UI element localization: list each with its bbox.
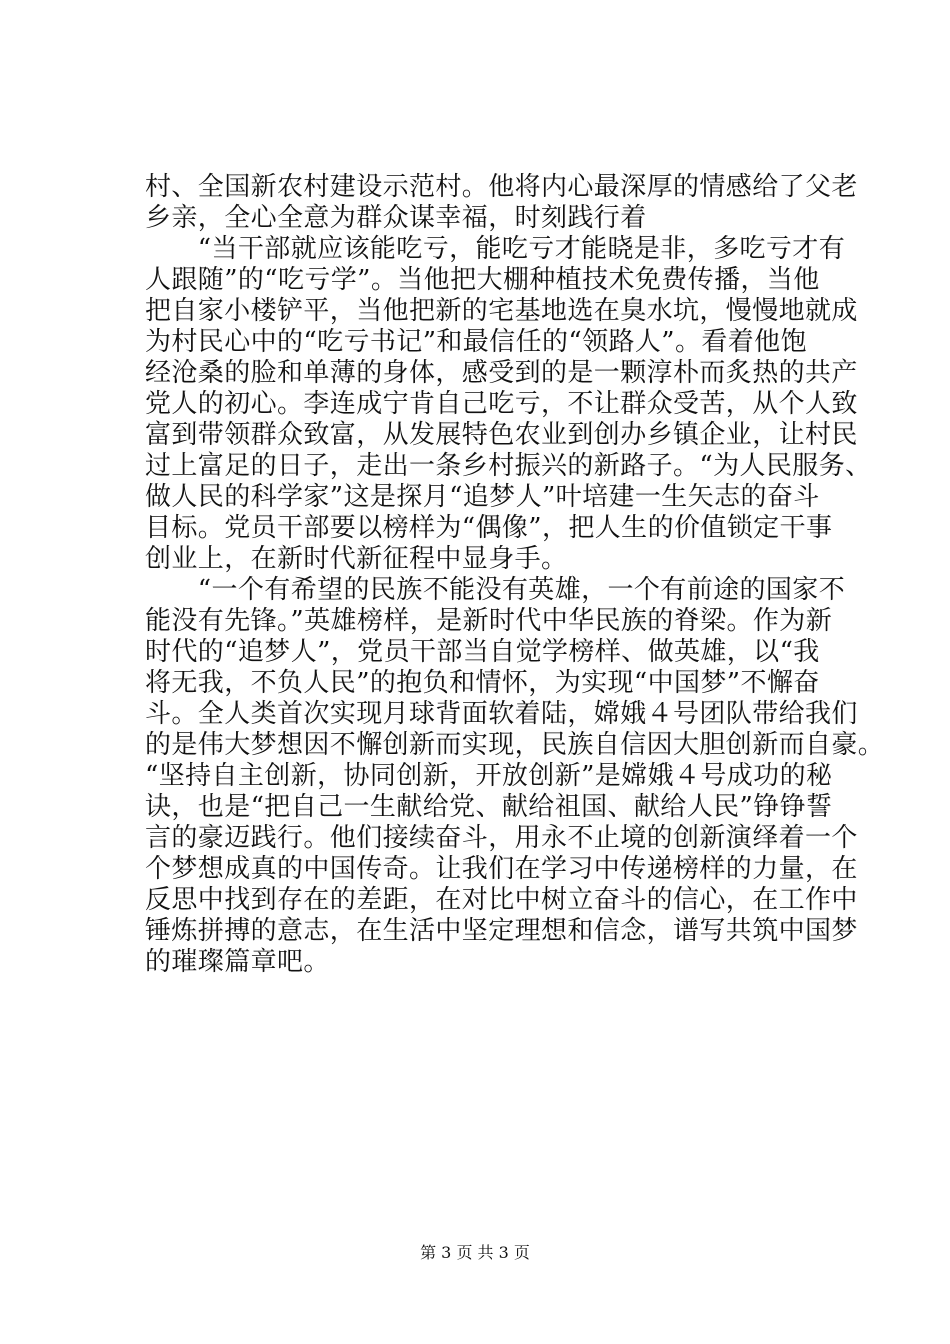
text-line: 村、全国新农村建设示范村。他将内心最深厚的情感给了父老 — [145, 172, 858, 202]
text-line: “当干部就应该能吃亏，能吃亏才能晓是非，多吃亏才有 — [145, 234, 846, 264]
text-line: 斗。全人类首次实现月球背面软着陆，嫦娥４号团队带给我们 — [145, 699, 858, 729]
text-line: 锤炼拼搏的意志，在生活中坚定理想和信念，谱写共筑中国梦 — [145, 916, 858, 946]
text-line: 目标。党员干部要以榜样为“偶像”，把人生的价值锁定干事 — [145, 513, 833, 543]
page-footer — [0, 1243, 950, 1263]
text-line: 把自家小楼铲平，当他把新的宅基地选在臭水坑，慢慢地就成 — [145, 296, 858, 326]
text-line: 创业上，在新时代新征程中显身手。 — [145, 544, 568, 574]
text-line: 将无我，不负人民”的抱负和情怀，为实现“中国梦”不懈奋 — [145, 668, 820, 698]
text-line: 的是伟大梦想因不懈创新而实现，民族自信因大胆创新而自豪。 — [145, 730, 885, 760]
text-line: 经沧桑的脸和单薄的身体，感受到的是一颗淳朴而炙热的共产 — [145, 358, 858, 388]
text-line: 人跟随”的“吃亏学”。当他把大棚种植技术免费传播，当他 — [145, 265, 820, 295]
text-line: 个梦想成真的中国传奇。让我们在学习中传递榜样的力量，在 — [145, 854, 858, 884]
text-line: 言的豪迈践行。他们接续奋斗，用永不止境的创新演绎着一个 — [145, 823, 858, 853]
text-line: 乡亲，全心全意为群众谋幸福，时刻践行着 — [145, 203, 647, 233]
text-line: 过上富足的日子，走出一条乡村振兴的新路子。“为人民服务、 — [145, 451, 872, 481]
text-line: 能没有先锋。”英雄榜样，是新时代中华民族的脊梁。作为新 — [145, 606, 833, 636]
text-line: 做人民的科学家”这是探月“追梦人”叶培建一生矢志的奋斗 — [145, 482, 820, 512]
text-line: “一个有希望的民族不能没有英雄，一个有前途的国家不 — [145, 575, 846, 605]
text-line: 富到带领群众致富，从发展特色农业到创办乡镇企业，让村民 — [145, 420, 858, 450]
text-line: 为村民心中的“吃亏书记”和最信任的“领路人”。看着他饱 — [145, 327, 807, 357]
page-number: 第 3 页 共 3 页 — [420, 1243, 530, 1262]
text-line: 的璀璨篇章吧。 — [145, 947, 330, 977]
document-body — [145, 172, 885, 978]
text-line: “坚持自主创新，协同创新，开放创新”是嫦娥４号成功的秘 — [145, 761, 833, 791]
text-line: 党人的初心。李连成宁肯自己吃亏，不让群众受苦，从个人致 — [145, 389, 858, 419]
text-line: 诀，也是“把自己一生献给党、献给祖国、献给人民”铮铮誓 — [145, 792, 833, 822]
text-line: 时代的“追梦人”，党员干部当自觉学榜样、做英雄，以“我 — [145, 637, 820, 667]
text-line: 反思中找到存在的差距，在对比中树立奋斗的信心，在工作中 — [145, 885, 858, 915]
